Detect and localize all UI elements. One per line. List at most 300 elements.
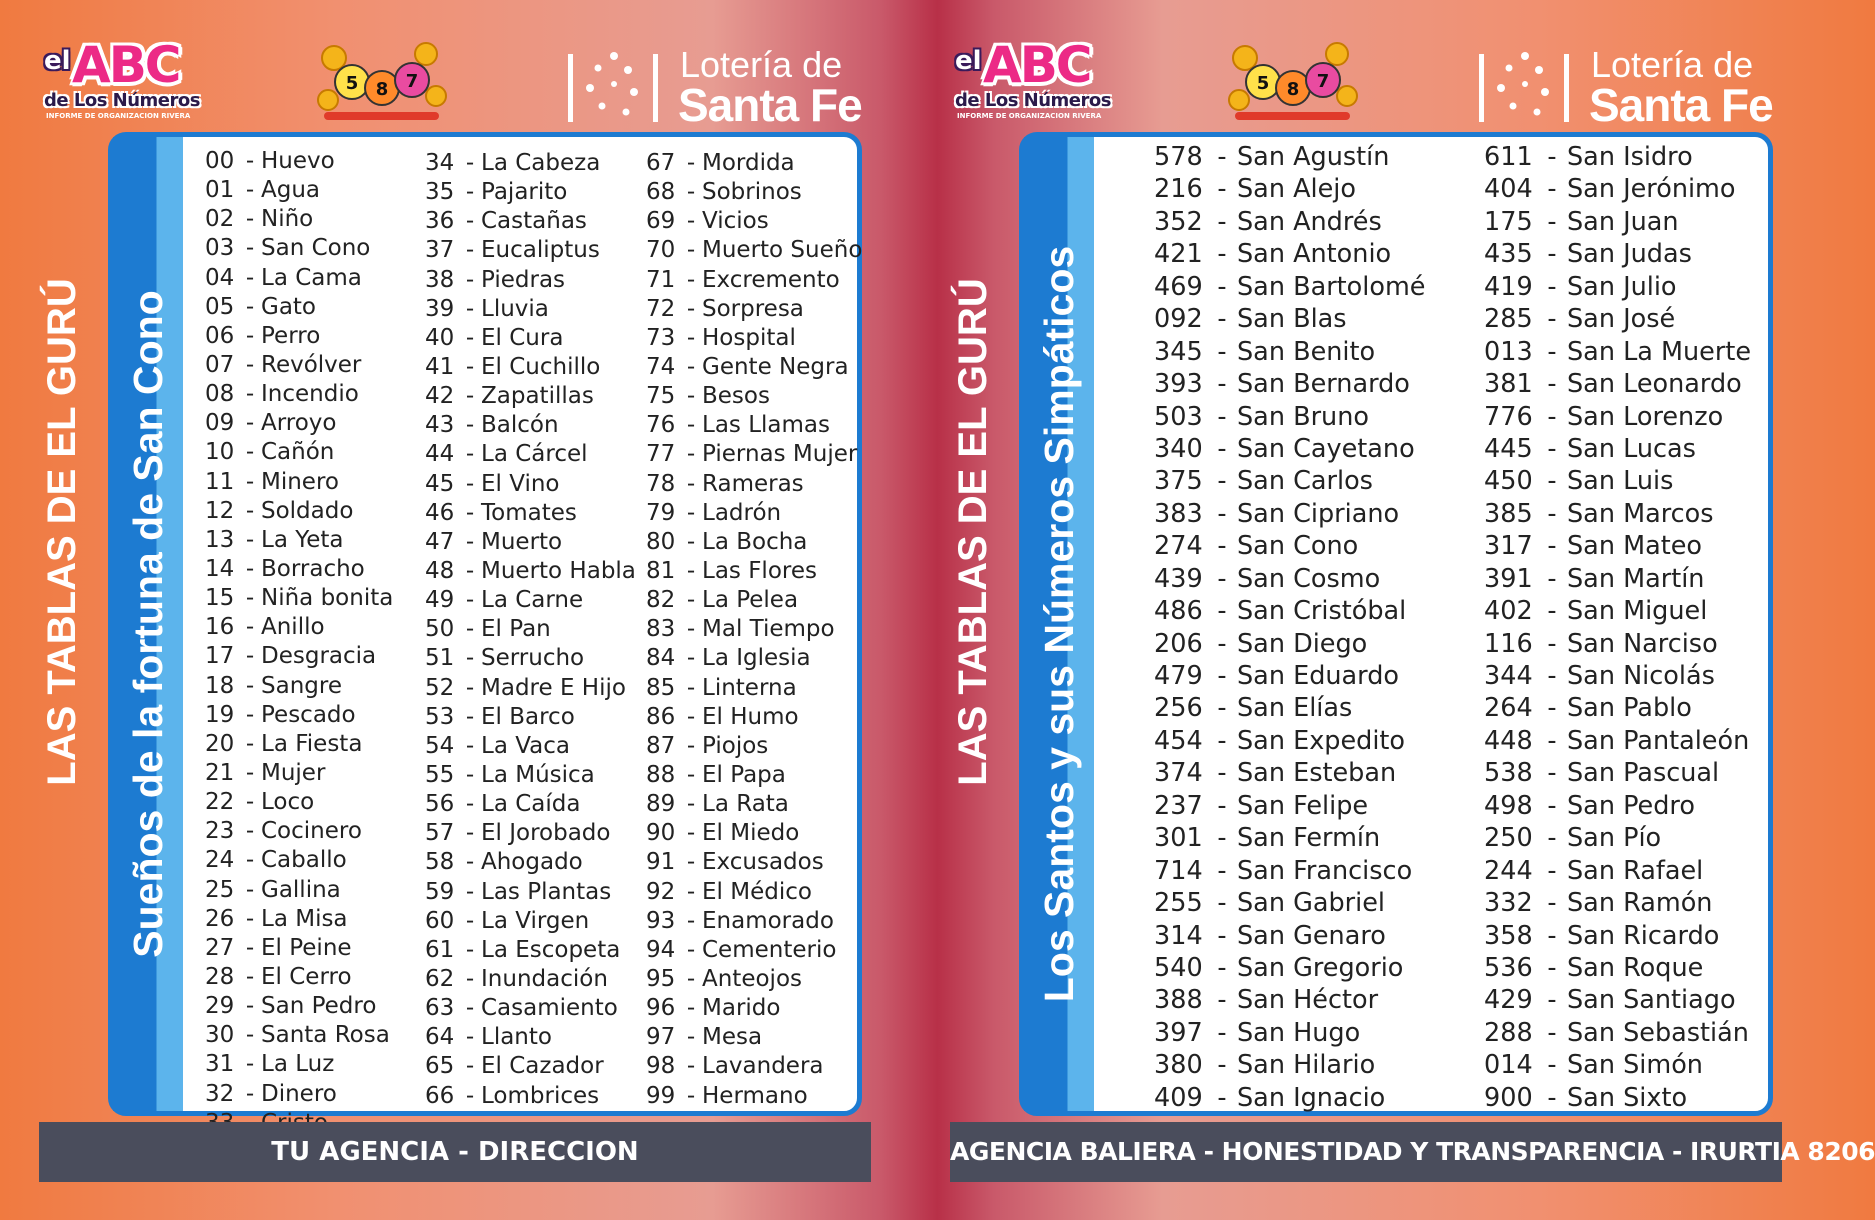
item-name: El Cerro <box>261 963 352 990</box>
item-separator: - <box>245 381 255 408</box>
item-name: Lavandera <box>702 1053 824 1080</box>
item-separator: - <box>245 497 255 524</box>
item-separator: - <box>1217 1050 1227 1081</box>
item-name: Mal Tiempo <box>702 616 835 643</box>
item-number: 374 <box>1154 758 1203 789</box>
item-name: Arroyo <box>261 410 337 437</box>
list-item <box>646 207 862 236</box>
list-item <box>205 672 393 701</box>
list-item <box>1154 628 1426 660</box>
item-separator: - <box>1547 1050 1557 1081</box>
abc-logo-subtitle: de Los Números <box>44 90 200 111</box>
item-separator: - <box>1547 206 1557 237</box>
item-number: 47 <box>425 528 455 555</box>
suenos-card <box>108 132 862 1116</box>
item-number: 18 <box>205 672 235 699</box>
item-number: 40 <box>425 324 455 351</box>
list-item <box>1484 303 1751 335</box>
item-name: San Esteban <box>1237 758 1397 789</box>
item-name: Perro <box>261 322 321 349</box>
item-number: 50 <box>425 616 455 643</box>
item-number: 611 <box>1484 142 1533 172</box>
loteria-line2: Santa Fe <box>678 79 862 131</box>
item-number: 44 <box>425 441 455 468</box>
item-separator: - <box>686 528 696 555</box>
item-separator: - <box>245 993 255 1020</box>
item-separator: - <box>1547 401 1557 432</box>
list-item <box>646 411 862 440</box>
item-name: San Rafael <box>1567 855 1704 886</box>
list-item <box>425 819 636 848</box>
item-number: 77 <box>646 441 676 468</box>
item-name: Hermano <box>702 1082 808 1109</box>
list-item <box>1154 238 1426 270</box>
item-number: 99 <box>646 1082 676 1109</box>
list-item <box>425 382 636 411</box>
list-item <box>205 642 393 671</box>
ball-number: 5 <box>1256 73 1270 94</box>
item-number: 419 <box>1484 271 1533 302</box>
item-number: 29 <box>205 993 235 1020</box>
list-item <box>1154 660 1426 692</box>
list-item <box>205 759 393 788</box>
item-number: 498 <box>1484 790 1533 821</box>
item-name: San Mateo <box>1567 531 1702 562</box>
item-separator: - <box>1217 336 1227 367</box>
item-number: 70 <box>646 237 676 264</box>
item-separator: - <box>1547 271 1557 302</box>
item-number: 206 <box>1154 628 1203 659</box>
item-name: San Pascual <box>1567 758 1720 789</box>
item-separator: - <box>686 820 696 847</box>
item-separator: - <box>1217 174 1227 205</box>
list-item <box>205 788 393 817</box>
item-name: San Julio <box>1567 271 1677 302</box>
item-separator: - <box>245 934 255 961</box>
item-name: Mujer <box>261 759 326 786</box>
item-name: Muerto Sueño <box>702 237 863 264</box>
item-number: 07 <box>205 351 235 378</box>
item-separator: - <box>686 587 696 614</box>
item-number: 175 <box>1484 206 1533 237</box>
santos-column-1 <box>1154 141 1426 1114</box>
item-number: 469 <box>1154 271 1203 302</box>
santos-card <box>1019 132 1773 1116</box>
item-separator: - <box>1217 952 1227 983</box>
item-number: 36 <box>425 208 455 235</box>
item-separator: - <box>686 1082 696 1109</box>
item-number: 67 <box>646 150 676 176</box>
item-separator: - <box>245 818 255 845</box>
item-separator: - <box>1547 498 1557 529</box>
list-item <box>425 557 636 586</box>
item-number: 71 <box>646 266 676 293</box>
item-name: Anteojos <box>702 965 802 992</box>
item-separator: - <box>465 1024 475 1051</box>
item-separator: - <box>465 266 475 293</box>
list-item <box>646 440 862 469</box>
item-separator: - <box>686 324 696 351</box>
loteria-santa-fe-logo <box>1479 42 1799 131</box>
item-number: 35 <box>425 179 455 206</box>
list-item <box>425 790 636 819</box>
suenos-column-2 <box>425 149 636 1111</box>
item-number: 78 <box>646 470 676 497</box>
item-number: 89 <box>646 791 676 818</box>
item-name: San Simón <box>1567 1050 1703 1081</box>
item-number: 87 <box>646 732 676 759</box>
list-item <box>205 963 393 992</box>
list-item <box>205 876 393 905</box>
list-item <box>1484 887 1751 919</box>
item-separator: - <box>245 759 255 786</box>
item-number: 39 <box>425 295 455 322</box>
item-number: 445 <box>1484 433 1533 464</box>
list-item <box>205 1050 393 1079</box>
item-separator: - <box>1217 304 1227 335</box>
list-item <box>646 178 862 207</box>
item-name: Cementerio <box>702 936 837 963</box>
item-separator: - <box>465 645 475 672</box>
item-number: 391 <box>1484 563 1533 594</box>
item-separator: - <box>465 791 475 818</box>
list-item <box>425 236 636 265</box>
item-separator: - <box>686 616 696 643</box>
item-separator: - <box>245 1022 255 1049</box>
list-item <box>1154 757 1426 789</box>
item-separator: - <box>1547 142 1557 172</box>
list-item <box>205 293 393 322</box>
item-separator: - <box>245 963 255 990</box>
item-number: 250 <box>1484 823 1533 854</box>
item-separator: - <box>465 237 475 264</box>
item-separator: - <box>686 470 696 497</box>
item-separator: - <box>245 1051 255 1078</box>
item-separator: - <box>686 557 696 584</box>
item-name: La Carne <box>481 587 584 614</box>
item-number: 448 <box>1484 725 1533 756</box>
list-item <box>205 730 393 759</box>
list-item <box>1154 498 1426 530</box>
item-name: San Antonio <box>1237 239 1392 270</box>
item-number: 20 <box>205 730 235 757</box>
item-number: 79 <box>646 499 676 526</box>
item-name: Gallina <box>261 876 341 903</box>
item-number: 56 <box>425 791 455 818</box>
list-item <box>1484 141 1751 173</box>
item-separator: - <box>245 555 255 582</box>
item-name: La Cabeza <box>481 150 601 176</box>
item-number: 22 <box>205 789 235 816</box>
item-number: 84 <box>646 645 676 672</box>
item-number: 900 <box>1484 1082 1533 1113</box>
item-separator: - <box>1547 1017 1557 1048</box>
item-separator: - <box>686 383 696 410</box>
item-name: San Jerónimo <box>1567 174 1736 205</box>
item-name: San Cosmo <box>1237 563 1381 594</box>
list-item <box>205 584 393 613</box>
item-separator: - <box>1217 369 1227 400</box>
list-item <box>1154 141 1426 173</box>
item-separator: - <box>1217 239 1227 270</box>
left-panel <box>0 0 911 1220</box>
list-item <box>646 848 862 877</box>
item-number: 54 <box>425 732 455 759</box>
item-number: 08 <box>205 381 235 408</box>
item-separator: - <box>245 847 255 874</box>
item-name: El Barco <box>481 703 575 730</box>
item-number: 429 <box>1484 985 1533 1016</box>
item-separator: - <box>245 614 255 641</box>
item-separator: - <box>465 383 475 410</box>
item-number: 51 <box>425 645 455 672</box>
item-number: 216 <box>1154 174 1203 205</box>
item-name: Mordida <box>702 150 795 176</box>
item-number: 61 <box>425 936 455 963</box>
item-separator: - <box>245 585 255 612</box>
list-item <box>1484 725 1751 757</box>
item-separator: - <box>245 148 255 174</box>
item-number: 274 <box>1154 531 1203 562</box>
item-name: Desgracia <box>261 643 377 670</box>
item-name: Vicios <box>702 208 769 235</box>
list-item <box>1484 401 1751 433</box>
list-item <box>425 470 636 499</box>
item-number: 80 <box>646 528 676 555</box>
abc-logo-subtitle: de Los Números <box>955 90 1111 111</box>
item-number: 421 <box>1154 239 1203 270</box>
item-separator: - <box>465 820 475 847</box>
item-separator: - <box>245 206 255 233</box>
item-separator: - <box>1217 855 1227 886</box>
item-separator: - <box>1217 888 1227 919</box>
item-number: 49 <box>425 587 455 614</box>
list-item <box>646 965 862 994</box>
item-number: 03 <box>205 235 235 262</box>
list-item <box>425 149 636 178</box>
item-separator: - <box>686 849 696 876</box>
item-separator: - <box>686 732 696 759</box>
item-name: San Felipe <box>1237 790 1369 821</box>
item-number: 19 <box>205 701 235 728</box>
list-item <box>205 555 393 584</box>
item-number: 01 <box>205 177 235 204</box>
list-item <box>1154 465 1426 497</box>
item-name: Agua <box>261 177 321 204</box>
card-title-strip <box>1024 137 1094 1111</box>
item-name: Incendio <box>261 381 359 408</box>
item-number: 04 <box>205 264 235 291</box>
item-separator: - <box>1547 1082 1557 1113</box>
abc-logo-el: el <box>44 46 71 76</box>
item-name: La Luz <box>261 1051 335 1078</box>
item-number: 450 <box>1484 466 1533 497</box>
item-name: San Cono <box>1237 531 1359 562</box>
item-number: 75 <box>646 383 676 410</box>
item-name: San Bartolomé <box>1237 271 1426 302</box>
item-number: 358 <box>1484 920 1533 951</box>
list-item <box>205 497 393 526</box>
item-name: Gente Negra <box>702 353 849 380</box>
item-number: 23 <box>205 818 235 845</box>
list-item <box>425 207 636 236</box>
item-name: San Héctor <box>1237 985 1379 1016</box>
item-name: San Pedro <box>1567 790 1695 821</box>
list-item <box>646 907 862 936</box>
list-item <box>1154 920 1426 952</box>
item-number: 09 <box>205 410 235 437</box>
item-separator: - <box>245 701 255 728</box>
item-number: 88 <box>646 761 676 788</box>
list-item <box>1154 1082 1426 1114</box>
item-separator: - <box>465 878 475 905</box>
item-name: La Vaca <box>481 732 571 759</box>
item-name: Rameras <box>702 470 804 497</box>
item-number: 91 <box>646 849 676 876</box>
item-name: Las Flores <box>702 557 817 584</box>
list-item <box>646 878 862 907</box>
list-item <box>1484 952 1751 984</box>
list-item <box>205 205 393 234</box>
item-number: 05 <box>205 293 235 320</box>
item-name: San Isidro <box>1567 142 1693 172</box>
footer-bar: AGENCIA BALIERA - HONESTIDAD Y TRANSPARENCIA - IRURTIA 8206 <box>950 1122 1782 1182</box>
loteria-line1: Lotería de <box>1591 44 1754 85</box>
item-separator: - <box>1547 531 1557 562</box>
list-item <box>205 147 393 176</box>
list-item <box>1484 563 1751 595</box>
item-name: San Roque <box>1567 952 1704 983</box>
item-separator: - <box>686 499 696 526</box>
item-number: 72 <box>646 295 676 322</box>
list-item <box>425 965 636 994</box>
item-name: El Cazador <box>481 1053 604 1080</box>
item-number: 301 <box>1154 823 1203 854</box>
list-item <box>1154 368 1426 400</box>
item-name: San Blas <box>1237 304 1347 335</box>
list-item <box>205 1080 393 1109</box>
item-number: 381 <box>1484 369 1533 400</box>
item-separator: - <box>465 965 475 992</box>
list-item <box>646 499 862 528</box>
item-separator: - <box>1547 888 1557 919</box>
list-item <box>1154 692 1426 724</box>
item-name: San Miguel <box>1567 596 1708 627</box>
list-item <box>646 557 862 586</box>
list-item <box>646 295 862 324</box>
item-number: 013 <box>1484 336 1533 367</box>
item-number: 340 <box>1154 433 1203 464</box>
item-separator: - <box>1217 823 1227 854</box>
item-name: San Santiago <box>1567 985 1736 1016</box>
item-separator: - <box>686 995 696 1022</box>
item-number: 57 <box>425 820 455 847</box>
item-separator: - <box>686 295 696 322</box>
item-name: Piernas Mujer <box>702 441 858 468</box>
item-name: Pajarito <box>481 179 568 206</box>
item-number: 63 <box>425 995 455 1022</box>
list-item <box>425 266 636 295</box>
item-separator: - <box>686 266 696 293</box>
item-number: 66 <box>425 1082 455 1109</box>
item-name: Minero <box>261 468 339 495</box>
item-number: 62 <box>425 965 455 992</box>
item-name: El Miedo <box>702 820 800 847</box>
item-name: San Francisco <box>1237 855 1413 886</box>
card-title: Sueños de la fortuna de San Cono <box>125 290 171 958</box>
list-item <box>1154 206 1426 238</box>
item-number: 41 <box>425 353 455 380</box>
item-name: Piojos <box>702 732 769 759</box>
list-item <box>1484 498 1751 530</box>
item-number: 82 <box>646 587 676 614</box>
item-separator: - <box>465 557 475 584</box>
item-number: 25 <box>205 876 235 903</box>
item-name: Marido <box>702 995 781 1022</box>
item-name: San Cono <box>261 235 371 262</box>
item-separator: - <box>1217 628 1227 659</box>
item-separator: - <box>686 674 696 701</box>
item-number: 344 <box>1484 661 1533 691</box>
item-name: El Vino <box>481 470 560 497</box>
list-item <box>425 644 636 673</box>
list-item <box>205 1021 393 1050</box>
item-separator: - <box>245 177 255 204</box>
item-number: 06 <box>205 322 235 349</box>
list-item <box>425 178 636 207</box>
ball-number: 8 <box>375 79 389 100</box>
item-name: Borracho <box>261 555 365 582</box>
item-separator: - <box>1547 725 1557 756</box>
item-number: 536 <box>1484 952 1533 983</box>
item-number: 13 <box>205 526 235 553</box>
loteria-dots-icon <box>1479 48 1569 122</box>
item-number: 237 <box>1154 790 1203 821</box>
item-separator: - <box>465 295 475 322</box>
item-separator: - <box>1217 661 1227 691</box>
item-number: 28 <box>205 963 235 990</box>
item-number: 15 <box>205 585 235 612</box>
list-item <box>1154 530 1426 562</box>
item-number: 388 <box>1154 985 1203 1016</box>
list-item <box>1154 984 1426 1016</box>
list-item <box>1154 725 1426 757</box>
item-name: La Cárcel <box>481 441 588 468</box>
item-name: La Yeta <box>261 526 344 553</box>
item-number: 45 <box>425 470 455 497</box>
item-separator: - <box>245 789 255 816</box>
item-separator: - <box>1217 985 1227 1016</box>
item-name: San La Muerte <box>1567 336 1752 367</box>
item-number: 52 <box>425 674 455 701</box>
item-number: 76 <box>646 412 676 439</box>
item-number: 16 <box>205 614 235 641</box>
list-item <box>1154 563 1426 595</box>
item-separator: - <box>1217 693 1227 724</box>
item-separator: - <box>686 761 696 788</box>
item-name: Excremento <box>702 266 840 293</box>
item-name: San Elías <box>1237 693 1353 724</box>
item-number: 59 <box>425 878 455 905</box>
item-separator: - <box>686 1024 696 1051</box>
item-number: 540 <box>1154 952 1203 983</box>
item-name: San Lucas <box>1567 433 1696 464</box>
item-number: 345 <box>1154 336 1203 367</box>
item-separator: - <box>1547 758 1557 789</box>
item-number: 90 <box>646 820 676 847</box>
item-name: Tomates <box>481 499 577 526</box>
item-separator: - <box>1547 661 1557 691</box>
